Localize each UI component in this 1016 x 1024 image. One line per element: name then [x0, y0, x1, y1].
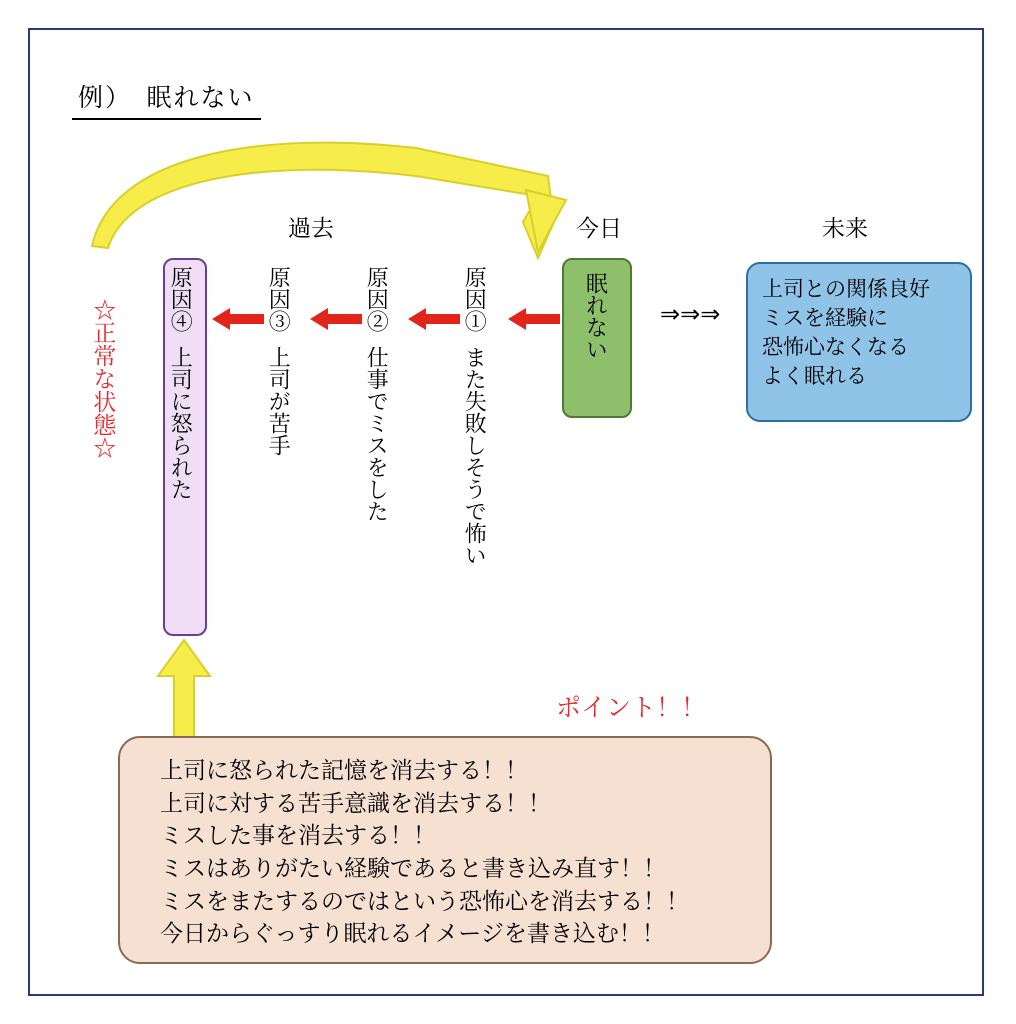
- point-box: [118, 736, 772, 964]
- cause-3: [266, 266, 291, 456]
- cause-3-detail: 上司が苦手: [266, 346, 292, 456]
- future-line-2: ミスを経験に: [762, 306, 888, 330]
- column-header-today: 今日: [576, 215, 622, 241]
- point-line-4: ミスはありがたい経験であると書き込み直す！！: [160, 854, 666, 881]
- red-arrow-today-to-1: [508, 306, 560, 332]
- cause-1: [462, 266, 487, 566]
- cause-1-detail: また失敗しそうで怖い: [462, 346, 488, 566]
- point-line-3: ミスした事を消去する！！: [160, 822, 436, 849]
- flow-symbol: ⇒⇒⇒: [660, 301, 721, 328]
- cause-2: [364, 266, 389, 522]
- future-line-3: 恐怖心なくなる: [762, 335, 909, 359]
- cause-4-label: 原因④: [168, 266, 194, 332]
- point-line-6: 今日からぐっすり眠れるイメージを書き込む！！: [160, 920, 665, 947]
- cause-2-detail: 仕事でミスをした: [364, 346, 390, 522]
- red-arrow-1-to-2: [408, 306, 460, 332]
- point-line-1: 上司に怒られた記憶を消去する！！: [160, 757, 528, 783]
- cause-3-label: 原因③: [266, 266, 292, 332]
- red-arrow-2-to-3: [310, 306, 362, 332]
- cause-4-detail: 上司に怒られた: [168, 346, 194, 500]
- red-arrow-3-to-4: [212, 306, 264, 332]
- cause-2-label: 原因②: [364, 266, 390, 332]
- yellow-curved-arrow: [86, 148, 586, 268]
- page-title: 例） 眠れない: [72, 78, 261, 120]
- point-line-2: 上司に対する苦手意識を消去する！！: [160, 789, 551, 816]
- today-box-label: 眠れない: [583, 272, 609, 360]
- point-line-5: ミスをまたするのではという恐怖心を消去する！！: [160, 887, 689, 914]
- cause-4: [168, 266, 193, 626]
- normal-state-label: ☆正常な状態☆: [90, 297, 117, 459]
- future-box: [746, 262, 972, 422]
- point-label: ポイント！！: [556, 694, 707, 722]
- yellow-up-arrow: [156, 640, 212, 740]
- column-header-past: 過去: [288, 215, 334, 241]
- column-header-future: 未来: [822, 215, 868, 241]
- future-line-4: よく眠れる: [762, 364, 867, 388]
- cause-1-label: 原因①: [462, 266, 488, 332]
- future-line-1: 上司との関係良好: [762, 278, 930, 301]
